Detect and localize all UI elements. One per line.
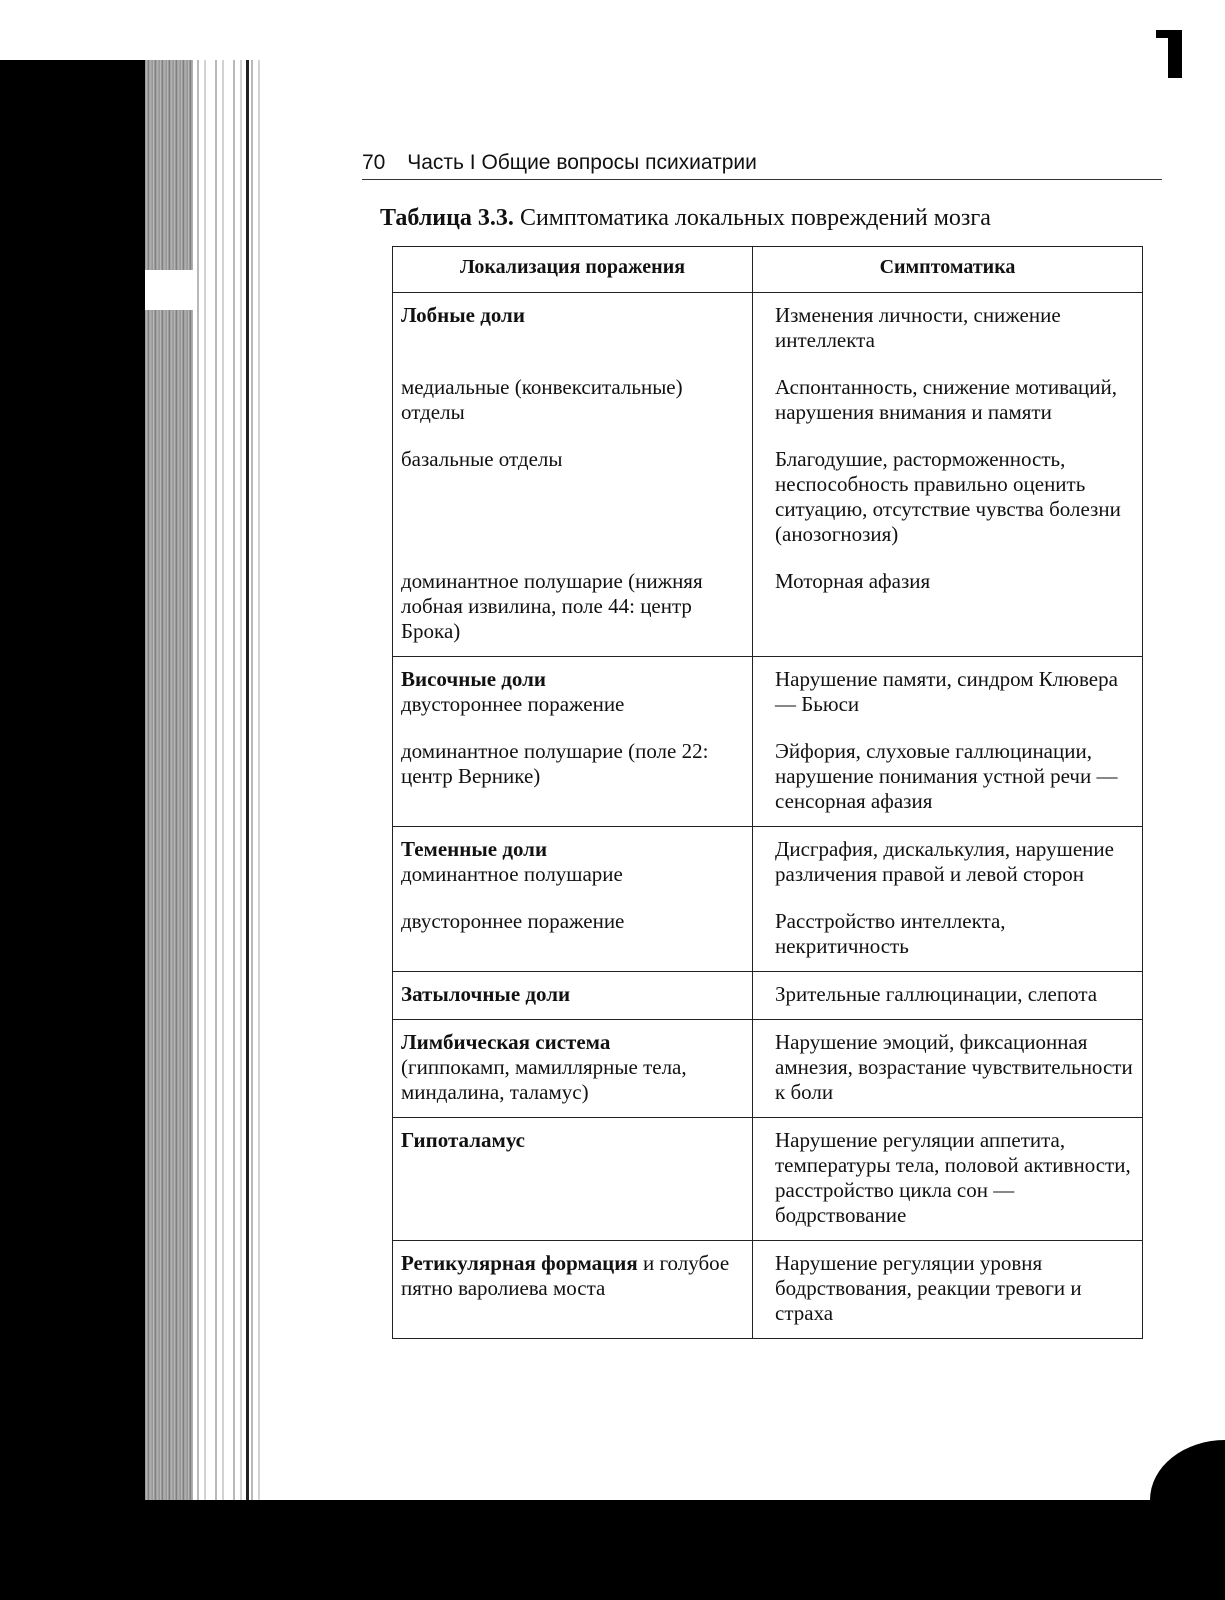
page-number: 70 [362,151,386,174]
region-title: Лобные доли [401,303,525,327]
location-cell [393,1118,753,1241]
symptom-cell [753,1020,1143,1118]
region-title: Теменные доли [401,837,548,861]
symptom-text: Зрительные галлюцинации, слепота [775,982,1098,1006]
header-rule [362,179,1162,180]
symptom-text: Нарушение памяти, синдром Клювера — Бьюси [775,667,1118,716]
region-title-line [401,982,744,1007]
symptom-cell [753,1118,1143,1241]
table-row [393,657,1143,827]
region-title: Гипоталамус [401,1128,526,1152]
column-header: Симптоматика [753,247,1143,293]
sub-location: доминантное полушарие [401,862,623,886]
symptom-text: Нарушение эмоций, фиксационная амнезия, возрастание чувствительности к боли [775,1030,1133,1104]
region-title-line [401,1030,744,1055]
symptom-text: Изменения личности, снижение интеллекта [775,303,1061,352]
caption-title: Симптоматика локальных повреждений мозга [519,205,991,231]
symptom-text: Благодушие, расторможенность, неспособность правильно оценить ситуацию, отсутствие чувства болезни (анозогнозия) [775,447,1121,546]
symptom-text: Эйфория, слуховые галлюцинации, нарушение понимания устной речи — сенсорная афазия [775,739,1118,813]
table-row [393,1118,1143,1241]
scan-gutter-lines [193,60,268,1500]
scan-shadow-bottom [0,1500,1225,1600]
running-header [362,150,1167,182]
location-cell [393,293,753,657]
region-title-line [401,303,744,353]
symptom-cell [753,1241,1143,1339]
location-cell [393,972,753,1020]
table-row [393,972,1143,1020]
table-row [393,827,1143,972]
symptom-text: Дисграфия, дискалькулия, нарушение различения правой и левой сторон [775,837,1114,886]
region-title: Лимбическая система [401,1030,611,1054]
sub-location: двустороннее поражение [401,692,625,716]
symptom-text: Моторная афазия [775,569,931,593]
scan-shadow-corner [1150,1440,1225,1520]
caption-label: Таблица 3.3. [380,205,514,231]
sub-location: доминантное полушарие (поле 22: центр Вернике) [401,739,709,788]
region-title-line [401,667,744,692]
symptom-text: Нарушение регуляции аппетита, температуры тела, половой активности, расстройство цикла сон — бодрствование [775,1128,1131,1227]
table-row [393,293,1143,657]
symptom-cell [753,293,1143,657]
table-row [393,1020,1143,1118]
sub-location: (гиппокамп, мамиллярные тела, миндалина, таламус) [401,1055,687,1104]
region-title-line [401,1128,744,1228]
sub-location: медиальные (конвекситальные) отделы [401,375,683,424]
column-header: Локализация поражения [393,247,753,293]
scan-artifact [145,270,193,310]
region-title: Затылочные доли [401,982,571,1006]
region-title: Ретикулярная формация [401,1251,638,1275]
table-caption [380,203,991,233]
table-row [393,1241,1143,1339]
symptom-text: Нарушение регуляции уровня бодрствования, реакции тревоги и страха [775,1251,1082,1325]
location-cell [393,827,753,972]
location-cell [393,657,753,827]
table-header-row [393,247,1143,293]
symptom-text: Расстройство интеллекта, некритичность [775,909,1006,958]
symptoms-table [392,246,1143,1339]
scan-shadow-left [0,60,145,1600]
region-title-line [401,837,744,862]
scan-gutter-edge [246,60,249,1500]
sub-location: доминантное полушарие (нижняя лобная извилина, поле 44: центр Брока) [401,569,703,643]
symptom-cell [753,657,1143,827]
sub-location: двустороннее поражение [401,909,625,933]
sub-location: базальные отделы [401,447,563,471]
symptom-text: Аспонтанность, снижение мотиваций, нарушения внимания и памяти [775,375,1118,424]
crop-mark [1168,30,1182,78]
symptom-cell [753,827,1143,972]
section-title: Часть I Общие вопросы психиатрии [407,151,757,174]
region-title-suffix: и голубое пятно варолиева моста [401,1251,730,1300]
symptom-cell [753,972,1143,1020]
region-title-line [401,1251,744,1326]
location-cell [393,1020,753,1118]
region-title: Височные доли [401,667,547,691]
location-cell [393,1241,753,1339]
